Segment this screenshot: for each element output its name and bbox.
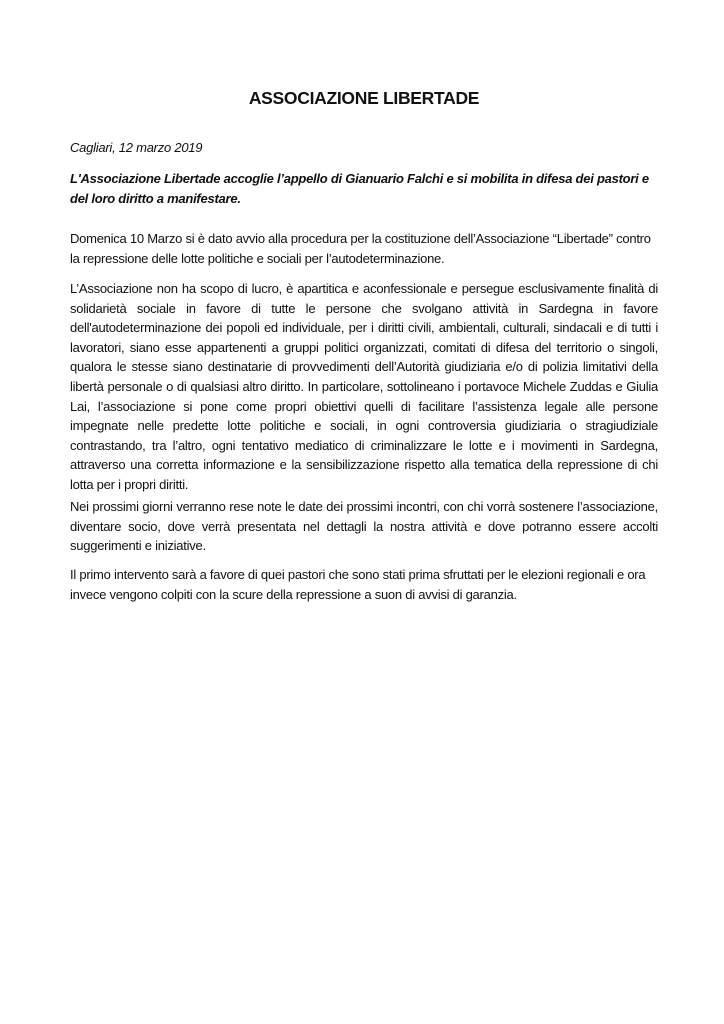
document-title: ASSOCIAZIONE LIBERTADE <box>248 88 480 108</box>
paragraph-mission: L’Associazione non ha scopo di lucro, è apartitica e aconfessionale e persegue esclusivamente finalità di solidarietà sociale in favore di tutte le persone che svolgano attività in Sardegna in favore dell'autodeterminazione dei popoli ed individuale, per i diritti civili, ambientali, culturali, sindacali e di tutti i lavoratori, siano esse appartenenti a gruppi politici organizzati, comitati di difesa del territorio o singoli, qualora le stesse siano destinatarie di provvedimenti dell’Autorità giudiziaria e/o di polizia limitativi della libertà personale o di qualsiasi altro diritto. In particolare, sottolineano i portavoce Michele Zuddas e Giulia Lai, l’associazione si pone come propri obiettivi quelli di facilitare l’assistenza legale alle persone impegnate nelle predette lotte politiche e sociali, in ogni controversia giudiziaria o stragiudiziale contrastando, tra l’altro, ogni tentativo mediatico di criminalizzare le lotte e i movimenti in Sardegna, attraverso una corretta informazione e la sensibilizzazione rispetto alla tematica della repressione di chi lotta per i propri diritti. <box>70 281 658 492</box>
date-line: Cagliari, 12 marzo 2019 <box>70 140 203 155</box>
lead-statement: L'Associazione Libertade accoglie l’appello di Gianuario Falchi e si mobilita in difesa dei pastori e del loro diritto a manifestare. <box>70 171 649 206</box>
paragraph-meetings: Nei prossimi giorni verranno rese note le date dei prossimi incontri, con chi vorrà sostenere l’associazione, diventare socio, dove verrà presentata nel dettagli la nostra attività e dove potranno essere accolti suggerimenti e iniziative. <box>70 499 658 554</box>
paragraph-first-intervention: Il primo intervento sarà a favore di quei pastori che sono stati prima sfruttati per le elezioni regionali e ora invece vengono colpiti con la scure della repressione a suon di avvisi di garanzia. <box>70 567 646 602</box>
paragraph-founding: Domenica 10 Marzo si è dato avvio alla procedura per la costituzione dell’Associazione “Libertade” contro la repressione delle lotte politiche e sociali per l’autodeterminazione. <box>70 231 651 266</box>
